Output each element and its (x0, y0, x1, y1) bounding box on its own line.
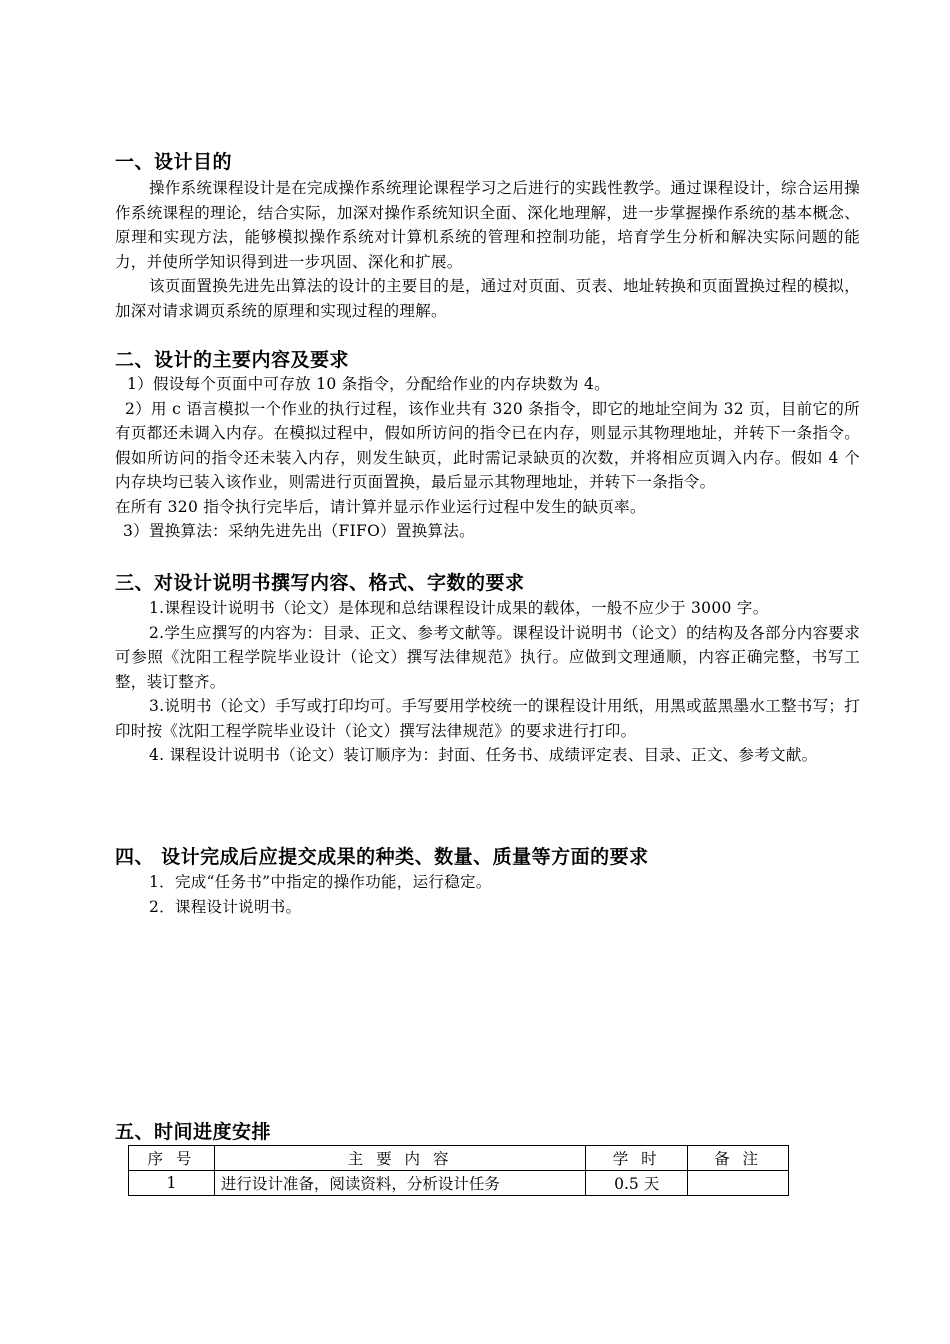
section-3-paragraph: 3.说明书（论文）手写或打印均可。手写要用学校统一的课程设计用纸，用黑或蓝黑墨水工整书写；打印时按《沈阳工程学院毕业设计（论文）撰写法律规范》的要求进行打印。 (115, 697, 860, 740)
section-3-paragraph: 2.学生应撰写的内容为：目录、正文、参考文献等。课程设计说明书（论文）的结构及各部分内容要求可参照《沈阳工程学院毕业设计（论文）撰写法律规范》执行。应做到文理通顺，内容正确完整，书写工整，装订整齐。 (115, 623, 860, 691)
section-1-paragraph: 该页面置换先进先出算法的设计的主要目的是，通过对页面、页表、地址转换和页面置换过程的模拟，加深对请求调页系统的原理和实现过程的理解。 (115, 277, 861, 320)
section-2-body (115, 372, 860, 544)
section-1-heading: 一、设计目的 (115, 151, 233, 173)
requirement-item-2: 2）用 c 语言模拟一个作业的执行过程，该作业共有 320 条指令，即它的地址空间为 32 页，目前它的所有页都还未调入内存。在模拟过程中，假如所访问的指令已在内存，则显示其物理地址，并转下一条指令。假如所访问的指令还未装入内存，则发生缺页，此时需记录缺页的次数，并将相应页调入内存。假如 4 个内存块均已装入该作业，则需进行页面置换，最后显示其物理地址，并转下一条指令。 (115, 399, 860, 491)
section-3-paragraph: 1.课程设计说明书（论文）是体现和总结课程设计成果的载体，一般不应少于 3000 字。 (149, 599, 769, 617)
requirement-item-1: 1）假设每个页面中可存放 10 条指令，分配给作业的内存块数为 4。 (127, 375, 610, 393)
header-hours: 学 时 (586, 1146, 688, 1171)
table-header-row (129, 1146, 789, 1171)
section-1-body (115, 176, 860, 323)
schedule-table (128, 1145, 789, 1196)
requirement-item-3: 3）置换算法：采纳先进先出（FIFO）置换算法。 (123, 522, 475, 540)
section-4-heading: 四、 设计完成后应提交成果的种类、数量、质量等方面的要求 (115, 846, 649, 868)
cell-notes (688, 1171, 789, 1196)
section-3-body (115, 596, 860, 768)
cell-index: 1 (129, 1171, 215, 1196)
section-5-heading: 五、时间进度安排 (115, 1121, 272, 1143)
section-3-heading: 三、对设计说明书撰写内容、格式、字数的要求 (115, 572, 525, 594)
requirement-note: 在所有 320 指令执行完毕后，请计算并显示作业运行过程中发生的缺页率。 (115, 497, 646, 516)
section-3-paragraph: 4. 课程设计说明书（论文）装订顺序为：封面、任务书、成绩评定表、目录、正文、参考文献。 (149, 746, 818, 764)
section-2-heading: 二、设计的主要内容及要求 (115, 349, 350, 371)
header-content: 主 要 内 容 (214, 1146, 585, 1171)
header-index: 序 号 (129, 1146, 215, 1171)
cell-content: 进行设计准备，阅读资料，分析设计任务 (214, 1171, 585, 1196)
deliverable-item: 1．完成“任务书”中指定的操作功能，运行稳定。 (149, 873, 492, 891)
deliverable-item: 2．课程设计说明书。 (149, 897, 302, 916)
header-notes: 备 注 (688, 1146, 789, 1171)
cell-hours: 0.5 天 (586, 1171, 688, 1196)
table-row (129, 1171, 789, 1196)
section-1-paragraph: 操作系统课程设计是在完成操作系统理论课程学习之后进行的实践性教学。通过课程设计，综合运用操作系统课程的理论，结合实际，加深对操作系统知识全面、深化地理解，进一步掌握操作系统的基本概念、原理和实现方法，能够模拟操作系统对计算机系统的管理和控制功能，培育学生分析和解决实际问题的能力，并使所学知识得到进一步巩固、深化和扩展。 (115, 179, 861, 271)
section-4-body (115, 870, 492, 919)
